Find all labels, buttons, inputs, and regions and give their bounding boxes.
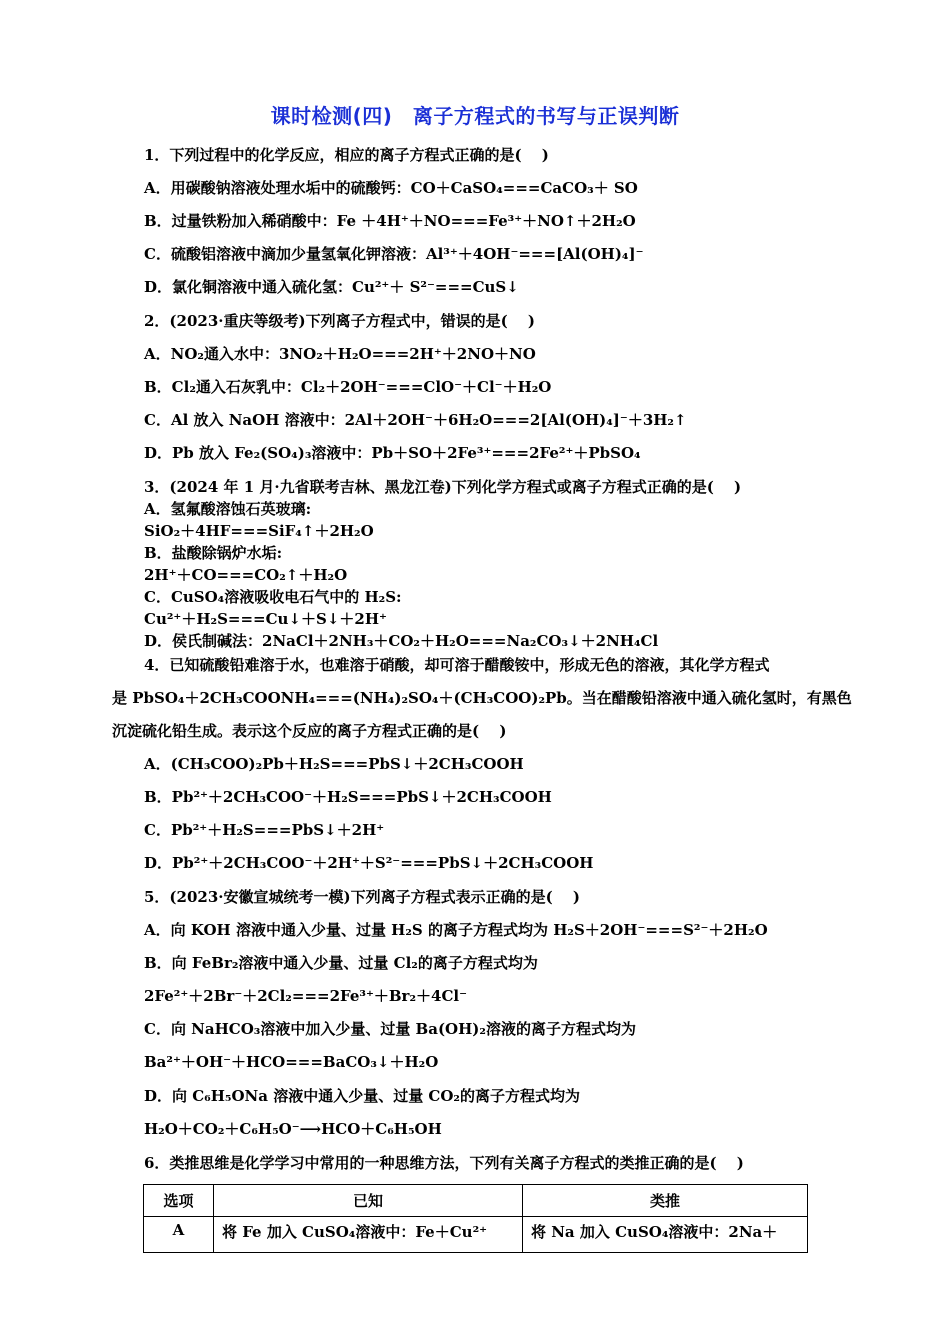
q1-option-c: C．硫酸铝溶液中滴加少量氢氧化钾溶液：Al³⁺＋4OH⁻===[Al(OH)₄]⁻ — [144, 245, 644, 263]
q1-option-a: A．用碳酸钠溶液处理水垢中的硫酸钙：CO＋CaSO₄===CaCO₃＋ SO — [144, 179, 638, 197]
q2-option-d: D．Pb 放入 Fe₂(SO₄)₃溶液中：Pb＋SO＋2Fe³⁺===2Fe²⁺＋PbSO₄ — [144, 444, 641, 462]
q5-option-d-equation: H₂O＋CO₂＋C₆H₅O⁻⟶HCO＋C₆H₅OH — [144, 1120, 442, 1138]
q3-option-d: D．侯氏制碱法：2NaCl＋2NH₃＋CO₂＋H₂O===Na₂CO₃↓＋2NH₄Cl — [144, 632, 659, 650]
question-6: 6．类推思维是化学学习中常用的一种思维方法，下列有关离子方程式的类推正确的是( ) — [144, 1154, 744, 1172]
q2-option-a: A．NO₂通入水中：3NO₂＋H₂O===2H⁺＋2NO＋NO — [144, 345, 536, 363]
row-a-known: 将 Fe 加入 CuSO₄溶液中：Fe＋Cu²⁺ — [214, 1217, 523, 1253]
q5-option-c-equation: Ba²⁺＋OH⁻＋HCO===BaCO₃↓＋H₂O — [144, 1053, 439, 1071]
q3-option-b-equation: 2H⁺＋CO===CO₂↑＋H₂O — [144, 566, 348, 584]
question-1: 1．下列过程中的化学反应，相应的离子方程式正确的是( ) — [144, 146, 549, 164]
question-3: 3．(2024 年 1 月·九省联考吉林、黑龙江卷)下列化学方程式或离子方程式正确的是( ) — [144, 478, 742, 496]
table-row — [144, 1217, 808, 1253]
q5-option-b-equation: 2Fe²⁺＋2Br⁻＋2Cl₂===2Fe³⁺＋Br₂＋4Cl⁻ — [144, 987, 468, 1005]
q3-option-c: C．CuSO₄溶液吸收电石气中的 H₂S: — [144, 588, 402, 606]
table-header-row — [144, 1185, 808, 1217]
q4-option-d: D．Pb²⁺＋2CH₃COO⁻＋2H⁺＋S²⁻===PbS↓＋2CH₃COOH — [144, 854, 594, 872]
question-4-line-2: 是 PbSO₄＋2CH₃COONH₄===(NH₄)₂SO₄＋(CH₃COO)₂Pb。当在醋酸铅溶液中通入硫化氢时，有黑色 — [112, 689, 852, 707]
q5-option-b: B．向 FeBr₂溶液中通入少量、过量 Cl₂的离子方程式均为 — [144, 954, 538, 972]
q2-option-c: C．Al 放入 NaOH 溶液中：2Al＋2OH⁻＋6H₂O===2[Al(OH)₄]⁻＋3H₂↑ — [144, 411, 687, 429]
question-4-line-1: 4．已知硫酸铅难溶于水，也难溶于硝酸，却可溶于醋酸铵中，形成无色的溶液，其化学方程式 — [144, 656, 770, 674]
q2-option-b: B．Cl₂通入石灰乳中：Cl₂＋2OH⁻===ClO⁻＋Cl⁻＋H₂O — [144, 378, 552, 396]
q3-option-b: B．盐酸除锅炉水垢: — [144, 544, 283, 562]
q4-option-b: B．Pb²⁺＋2CH₃COO⁻＋H₂S===PbS↓＋2CH₃COOH — [144, 788, 552, 806]
q3-option-a-equation: SiO₂＋4HF===SiF₄↑＋2H₂O — [144, 522, 374, 540]
page-title: 课时检测(四) 离子方程式的书写与正误判断 — [270, 104, 680, 128]
q4-option-a: A．(CH₃COO)₂Pb＋H₂S===PbS↓＋2CH₃COOH — [144, 755, 524, 773]
q5-option-a: A．向 KOH 溶液中通入少量、过量 H₂S 的离子方程式均为 H₂S＋2OH⁻===S²⁻＋2H₂O — [144, 921, 768, 939]
header-analogy: 类推 — [523, 1185, 808, 1217]
q3-option-c-equation: Cu²⁺＋H₂S===Cu↓＋S↓＋2H⁺ — [144, 610, 387, 628]
row-a-analogy: 将 Na 加入 CuSO₄溶液中：2Na＋ — [523, 1217, 808, 1253]
header-option: 选项 — [144, 1185, 214, 1217]
q3-option-a: A．氢氟酸溶蚀石英玻璃: — [144, 500, 312, 518]
analogy-table — [143, 1184, 808, 1253]
q4-option-c: C．Pb²⁺＋H₂S===PbS↓＋2H⁺ — [144, 821, 385, 839]
question-2: 2．(2023·重庆等级考)下列离子方程式中，错误的是( ) — [144, 312, 536, 330]
q5-option-d: D．向 C₆H₅ONa 溶液中通入少量、过量 CO₂的离子方程式均为 — [144, 1087, 580, 1105]
question-5: 5．(2023·安徽宣城统考一模)下列离子方程式表示正确的是( ) — [144, 888, 581, 906]
question-4-line-3: 沉淀硫化铅生成。表示这个反应的离子方程式正确的是( ) — [112, 722, 507, 740]
row-a-option: A — [144, 1217, 214, 1253]
q5-option-c: C．向 NaHCO₃溶液中加入少量、过量 Ba(OH)₂溶液的离子方程式均为 — [144, 1020, 636, 1038]
q1-option-b: B．过量铁粉加入稀硝酸中：Fe ＋4H⁺＋NO===Fe³⁺＋NO↑＋2H₂O — [144, 212, 636, 230]
header-known: 已知 — [214, 1185, 523, 1217]
q1-option-d: D．氯化铜溶液中通入硫化氢：Cu²⁺＋ S²⁻===CuS↓ — [144, 278, 519, 296]
